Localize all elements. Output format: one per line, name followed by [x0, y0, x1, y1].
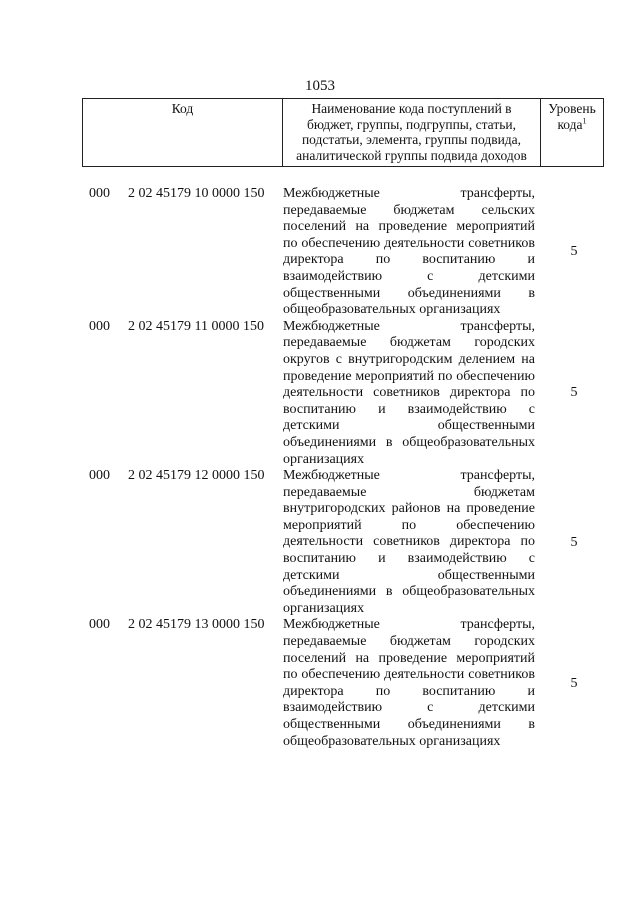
footnote-marker: 1 — [582, 116, 587, 125]
header-level — [541, 99, 604, 167]
row-level: 5 — [570, 534, 578, 550]
row-level: 5 — [570, 385, 578, 401]
header-name: Наименование кода поступлений в бюджет, группы, подгруппы, статьи, подстатьи, элемента, группы подвида, аналитической группы подвида доходов — [283, 99, 541, 167]
row-code: 2 02 45179 13 0000 150 — [128, 617, 265, 633]
row-name: Межбюджетные трансферты, передаваемые бюджетам внутригородских районов на проведение мероприятий по обеспечению деятельности советников директора по воспитанию и взаимодействию с детскими общественными объединениями в общеобразовательных организациях — [283, 468, 535, 616]
table-header — [82, 98, 604, 167]
row-prefix: 000 — [89, 186, 110, 201]
header-level-label: Уровень кода — [548, 101, 596, 132]
row-code: 2 02 45179 10 0000 150 — [128, 186, 265, 201]
row-level: 5 — [570, 244, 578, 260]
row-code: 2 02 45179 12 0000 150 — [128, 468, 265, 484]
row-prefix: 000 — [89, 617, 110, 633]
table-row — [0, 468, 640, 617]
header-code: Код — [83, 99, 283, 167]
row-level: 5 — [570, 675, 578, 691]
row-prefix: 000 — [89, 318, 110, 334]
row-name: Межбюджетные трансферты, передаваемые бюджетам городских округов с внутригородским делением на проведение мероприятий по обеспечению деятельности советников директора по воспитанию и взаимодействию с детскими общественными объединениями в общеобразовательных организациях — [283, 318, 535, 467]
table-body — [0, 186, 640, 750]
row-name: Межбюджетные трансферты, передаваемые бюджетам городских поселений на проведение мероприятий по обеспечению деятельности советников директора по воспитанию и взаимодействию с детскими общественными объединениями в общеобразовательных организациях — [283, 617, 535, 749]
table-row — [0, 186, 640, 319]
page-number: 1053 — [305, 78, 335, 94]
row-name: Межбюджетные трансферты, передаваемые бюджетам сельских поселений на проведение мероприятий по обеспечению деятельности советников директора по воспитанию и взаимодействию с детскими общественными объединениями в общеобразовательных организациях — [283, 186, 535, 318]
table-row — [0, 319, 640, 468]
row-code: 2 02 45179 11 0000 150 — [128, 318, 264, 334]
table-row — [0, 617, 640, 750]
row-prefix: 000 — [89, 468, 110, 484]
